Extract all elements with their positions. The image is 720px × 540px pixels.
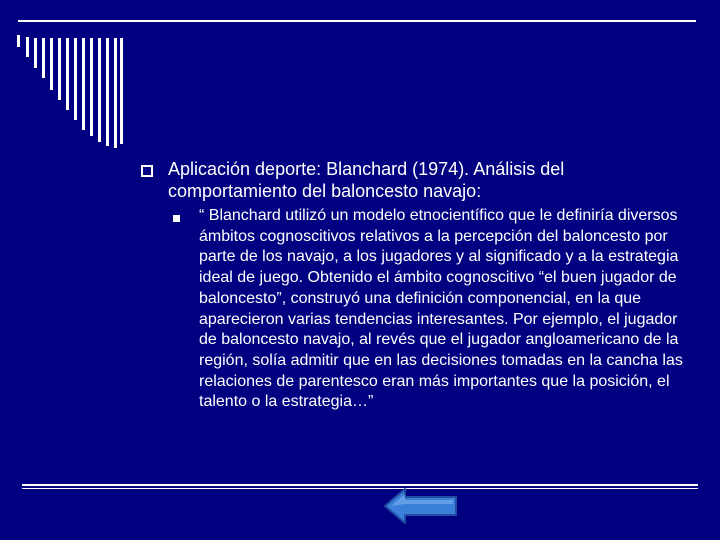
filled-square-bullet-icon — [173, 215, 180, 222]
top-divider — [18, 20, 696, 22]
bullet-level1-text: Aplicación deporte: Blanchard (1974). Análisis del comportamiento del baloncesto navajo: — [168, 159, 565, 201]
left-arrow-icon — [385, 489, 456, 523]
bottom-divider — [22, 484, 698, 486]
bottom-divider-thin — [22, 488, 698, 489]
decorative-bars — [0, 0, 130, 150]
hollow-square-bullet-icon — [141, 165, 153, 177]
back-button[interactable] — [383, 486, 459, 526]
bullet-level2-text: “ Blanchard utilizó un modelo etnocientífico que le definiría diversos ámbitos cognoscitivos relativos a la percepción del baloncesto por parte de los navajo, a los jugadores y al significado y a la estrategia ideal de juego. Obtenido el ámbito cognoscitivo “el buen jugador de baloncesto”, construyó una definición componencial, en la que aparecieron varias tendencias interesantes. Por ejemplo, el jugador de baloncesto navajo, al revés que el jugador angloamericano de la región, solía admitir que en las decisiones tomadas en la cancha las relaciones de parentesco eran más importantes que la posición, el talento o la estrategia…” — [199, 207, 683, 411]
